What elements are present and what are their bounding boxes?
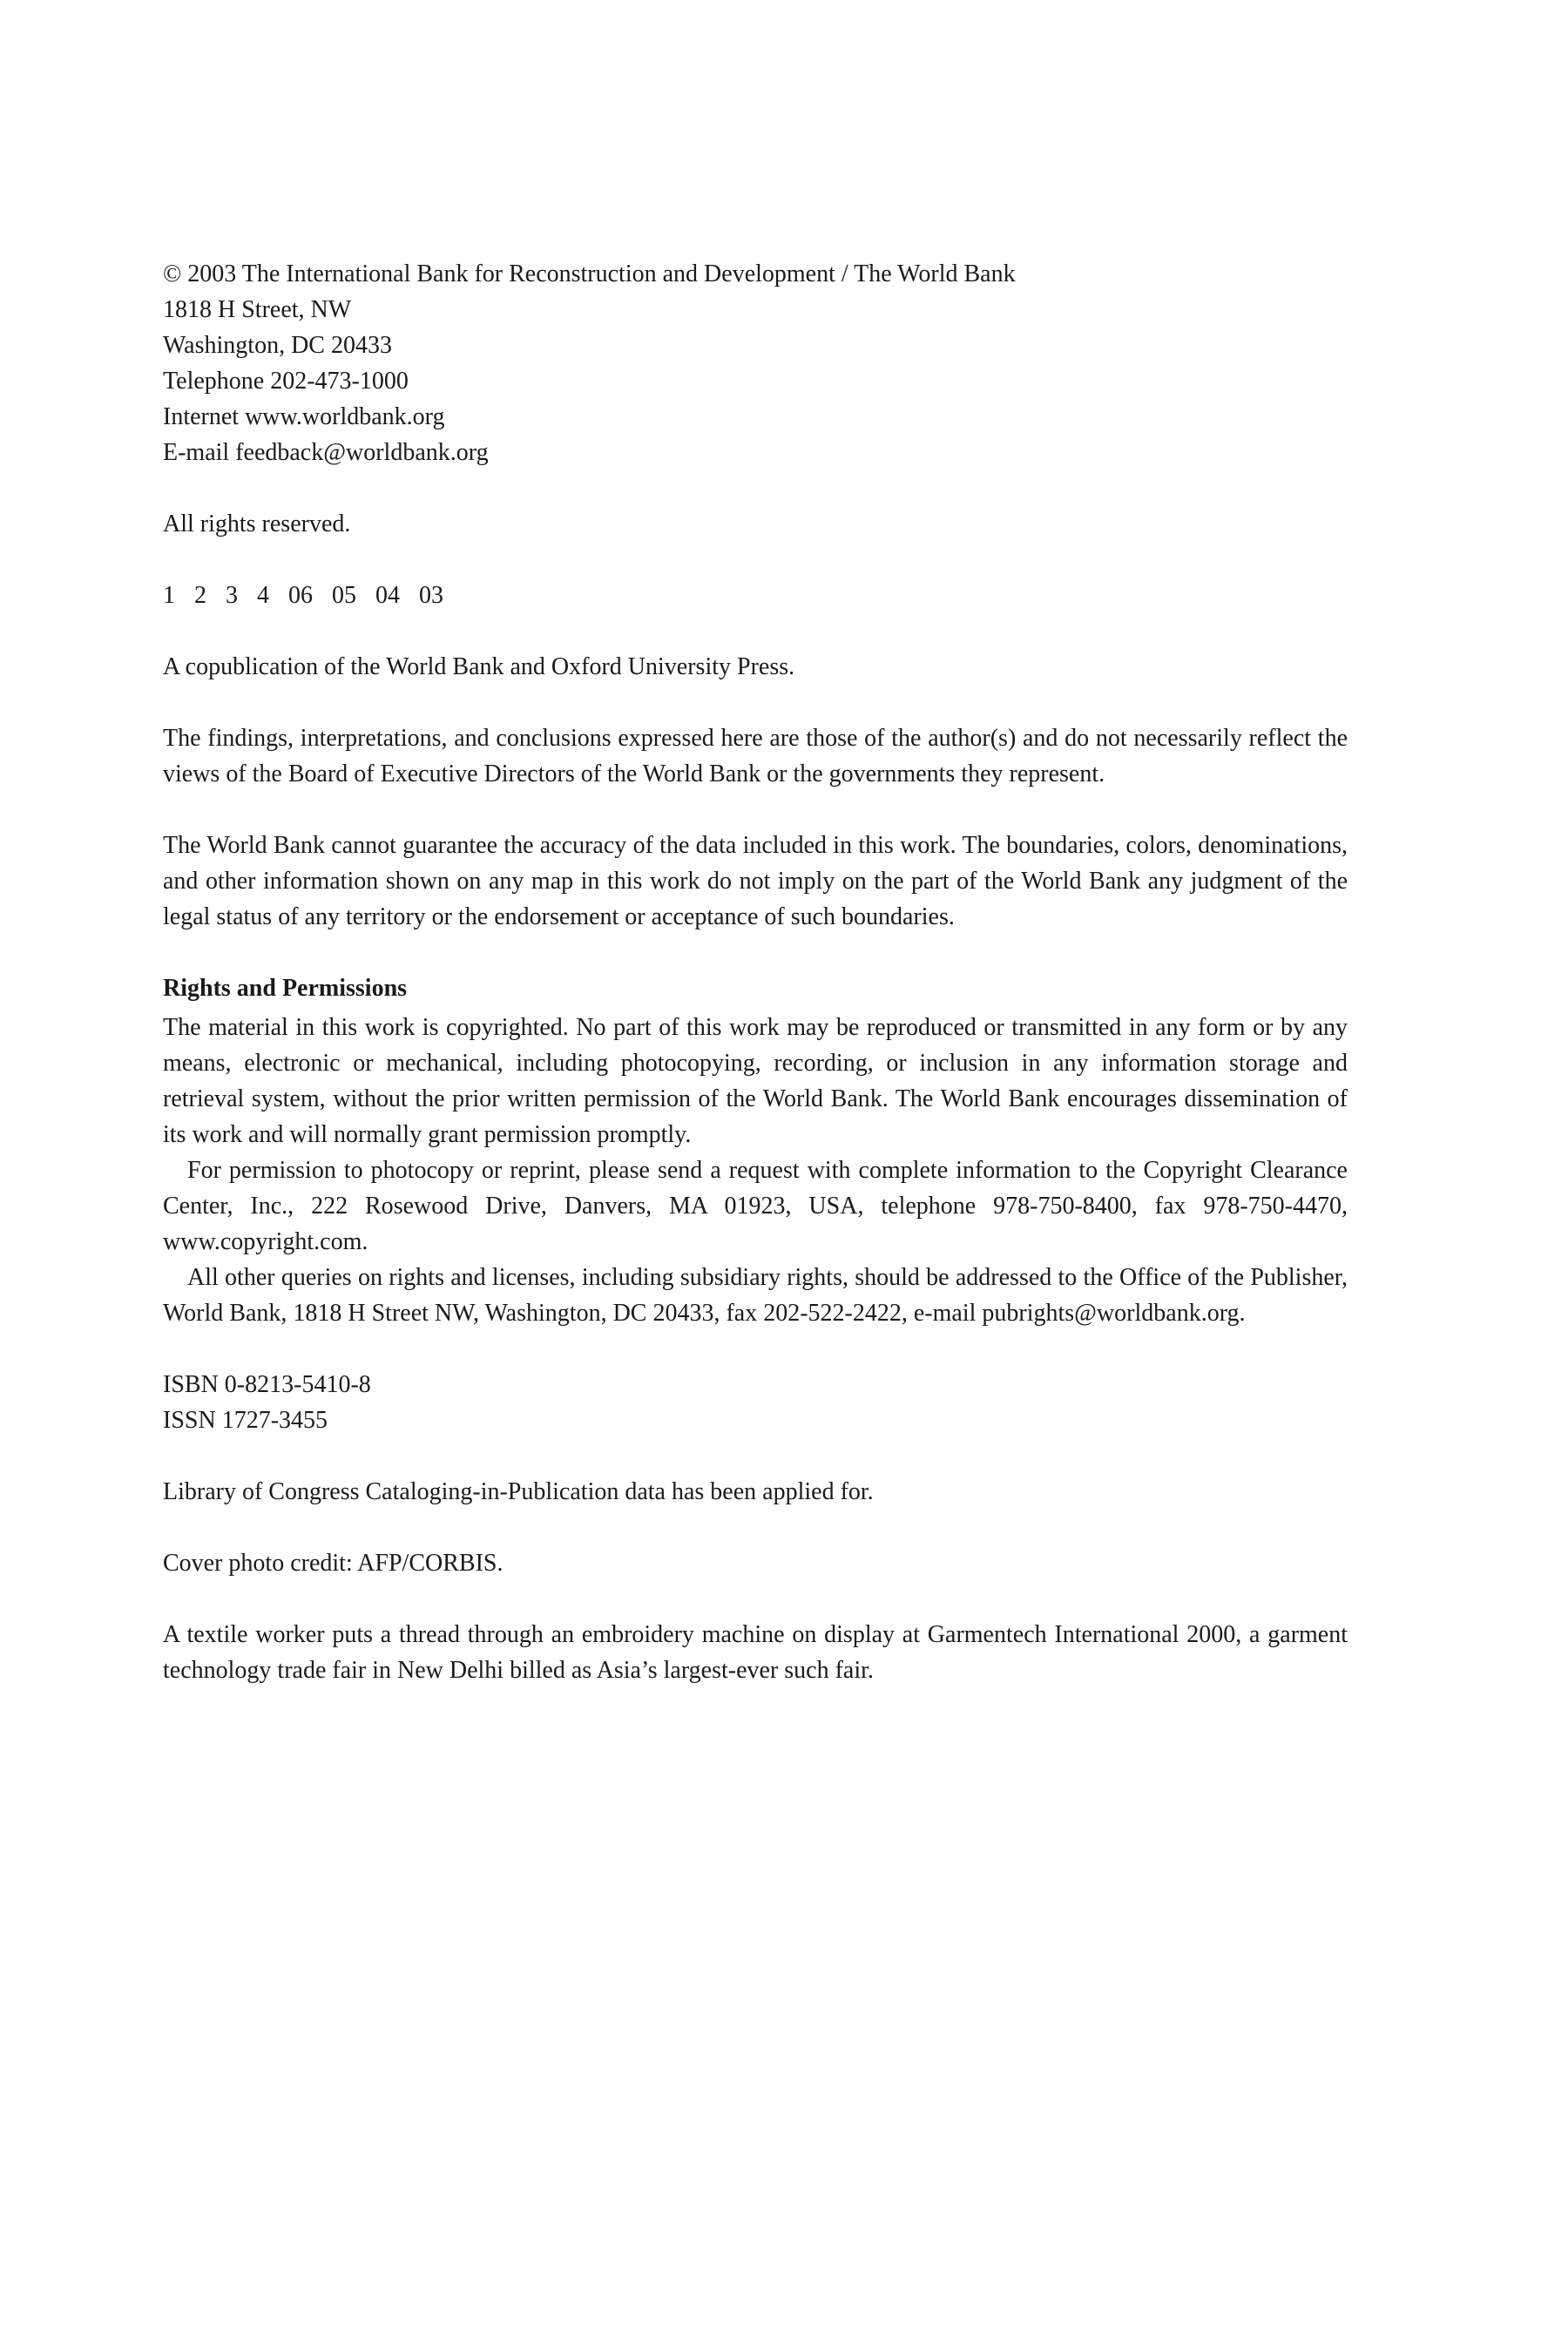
printing-number: 1: [163, 582, 175, 609]
cataloging-note: Library of Congress Cataloging-in-Publication data has been applied for.: [163, 1478, 874, 1505]
cover-photo-credit: Cover photo credit: AFP/CORBIS.: [163, 1550, 504, 1577]
telephone-line: Telephone 202-473-1000: [163, 368, 409, 395]
cover-photo-caption: A textile worker puts a thread through an embroidery machine on display at Garmentech International 2000, a garment technology trade fair in New Delhi billed as Asia’s largest-ever such fair.: [163, 1621, 1348, 1684]
city-address: Washington, DC 20433: [163, 332, 392, 359]
printing-number: 05: [332, 582, 356, 609]
findings-disclaimer: The findings, interpretations, and conclusions expressed here are those of the author(s) and do not necessarily reflect the views of the Board of Executive Directors of the World Bank or the governments they represent.: [163, 725, 1348, 787]
isbn-line: ISBN 0-8213-5410-8: [163, 1371, 371, 1398]
copublication-note: A copublication of the World Bank and Oxford University Press.: [163, 653, 795, 680]
issn-line: ISSN 1727-3455: [163, 1407, 328, 1434]
printing-number: 04: [375, 582, 400, 609]
data-disclaimer: The World Bank cannot guarantee the accuracy of the data included in this work. The boundaries, colors, denominations, and other information shown on any map in this work do not imply on the part of the World Bank any judgment of the legal status of any territory or the endorsement or acceptance of such boundaries.: [163, 832, 1348, 930]
printing-number: 03: [419, 582, 443, 609]
printing-number: 06: [288, 582, 313, 609]
printing-number: 4: [257, 582, 269, 609]
identifiers-block: [163, 1367, 1348, 1438]
copyright-line: © 2003 The International Bank for Reconstruction and Development / The World Bank: [163, 260, 1016, 287]
printing-number: 2: [194, 582, 206, 609]
email-line: E-mail feedback@worldbank.org: [163, 439, 489, 466]
rights-paragraph-photocopy: For permission to photocopy or reprint, please send a request with complete information to the Copyright Clearance Center, Inc., 222 Rosewood Drive, Danvers, MA 01923, USA, telephone 978-750-8400, fax 978-750-4470, www.copyright.com.: [163, 1157, 1348, 1255]
rights-paragraph-queries: All other queries on rights and licenses, including subsidiary rights, should be addressed to the Office of the Publisher, World Bank, 1818 H Street NW, Washington, DC 20433, fax 202-522-2422, e-mail pubrights@worldbank.org.: [163, 1264, 1348, 1327]
rights-permissions-heading: Rights and Permissions: [163, 975, 408, 1002]
rights-reserved: All rights reserved.: [163, 510, 351, 537]
rights-permissions-section: [163, 970, 1348, 1331]
copyright-page-content: [163, 256, 1348, 1688]
street-address: 1818 H Street, NW: [163, 296, 352, 323]
internet-line: Internet www.worldbank.org: [163, 403, 445, 430]
printing-numbers: [163, 578, 1348, 613]
publisher-address-block: [163, 256, 1348, 470]
rights-paragraph-copyrighted: The material in this work is copyrighted. No part of this work may be reproduced or transmitted in any form or by any means, electronic or mechanical, including photocopying, recording, or inclusion in any information storage and retrieval system, without the prior written permission of the World Bank. The World Bank encourages dissemination of its work and will normally grant permission promptly.: [163, 1014, 1348, 1148]
printing-number: 3: [226, 582, 238, 609]
